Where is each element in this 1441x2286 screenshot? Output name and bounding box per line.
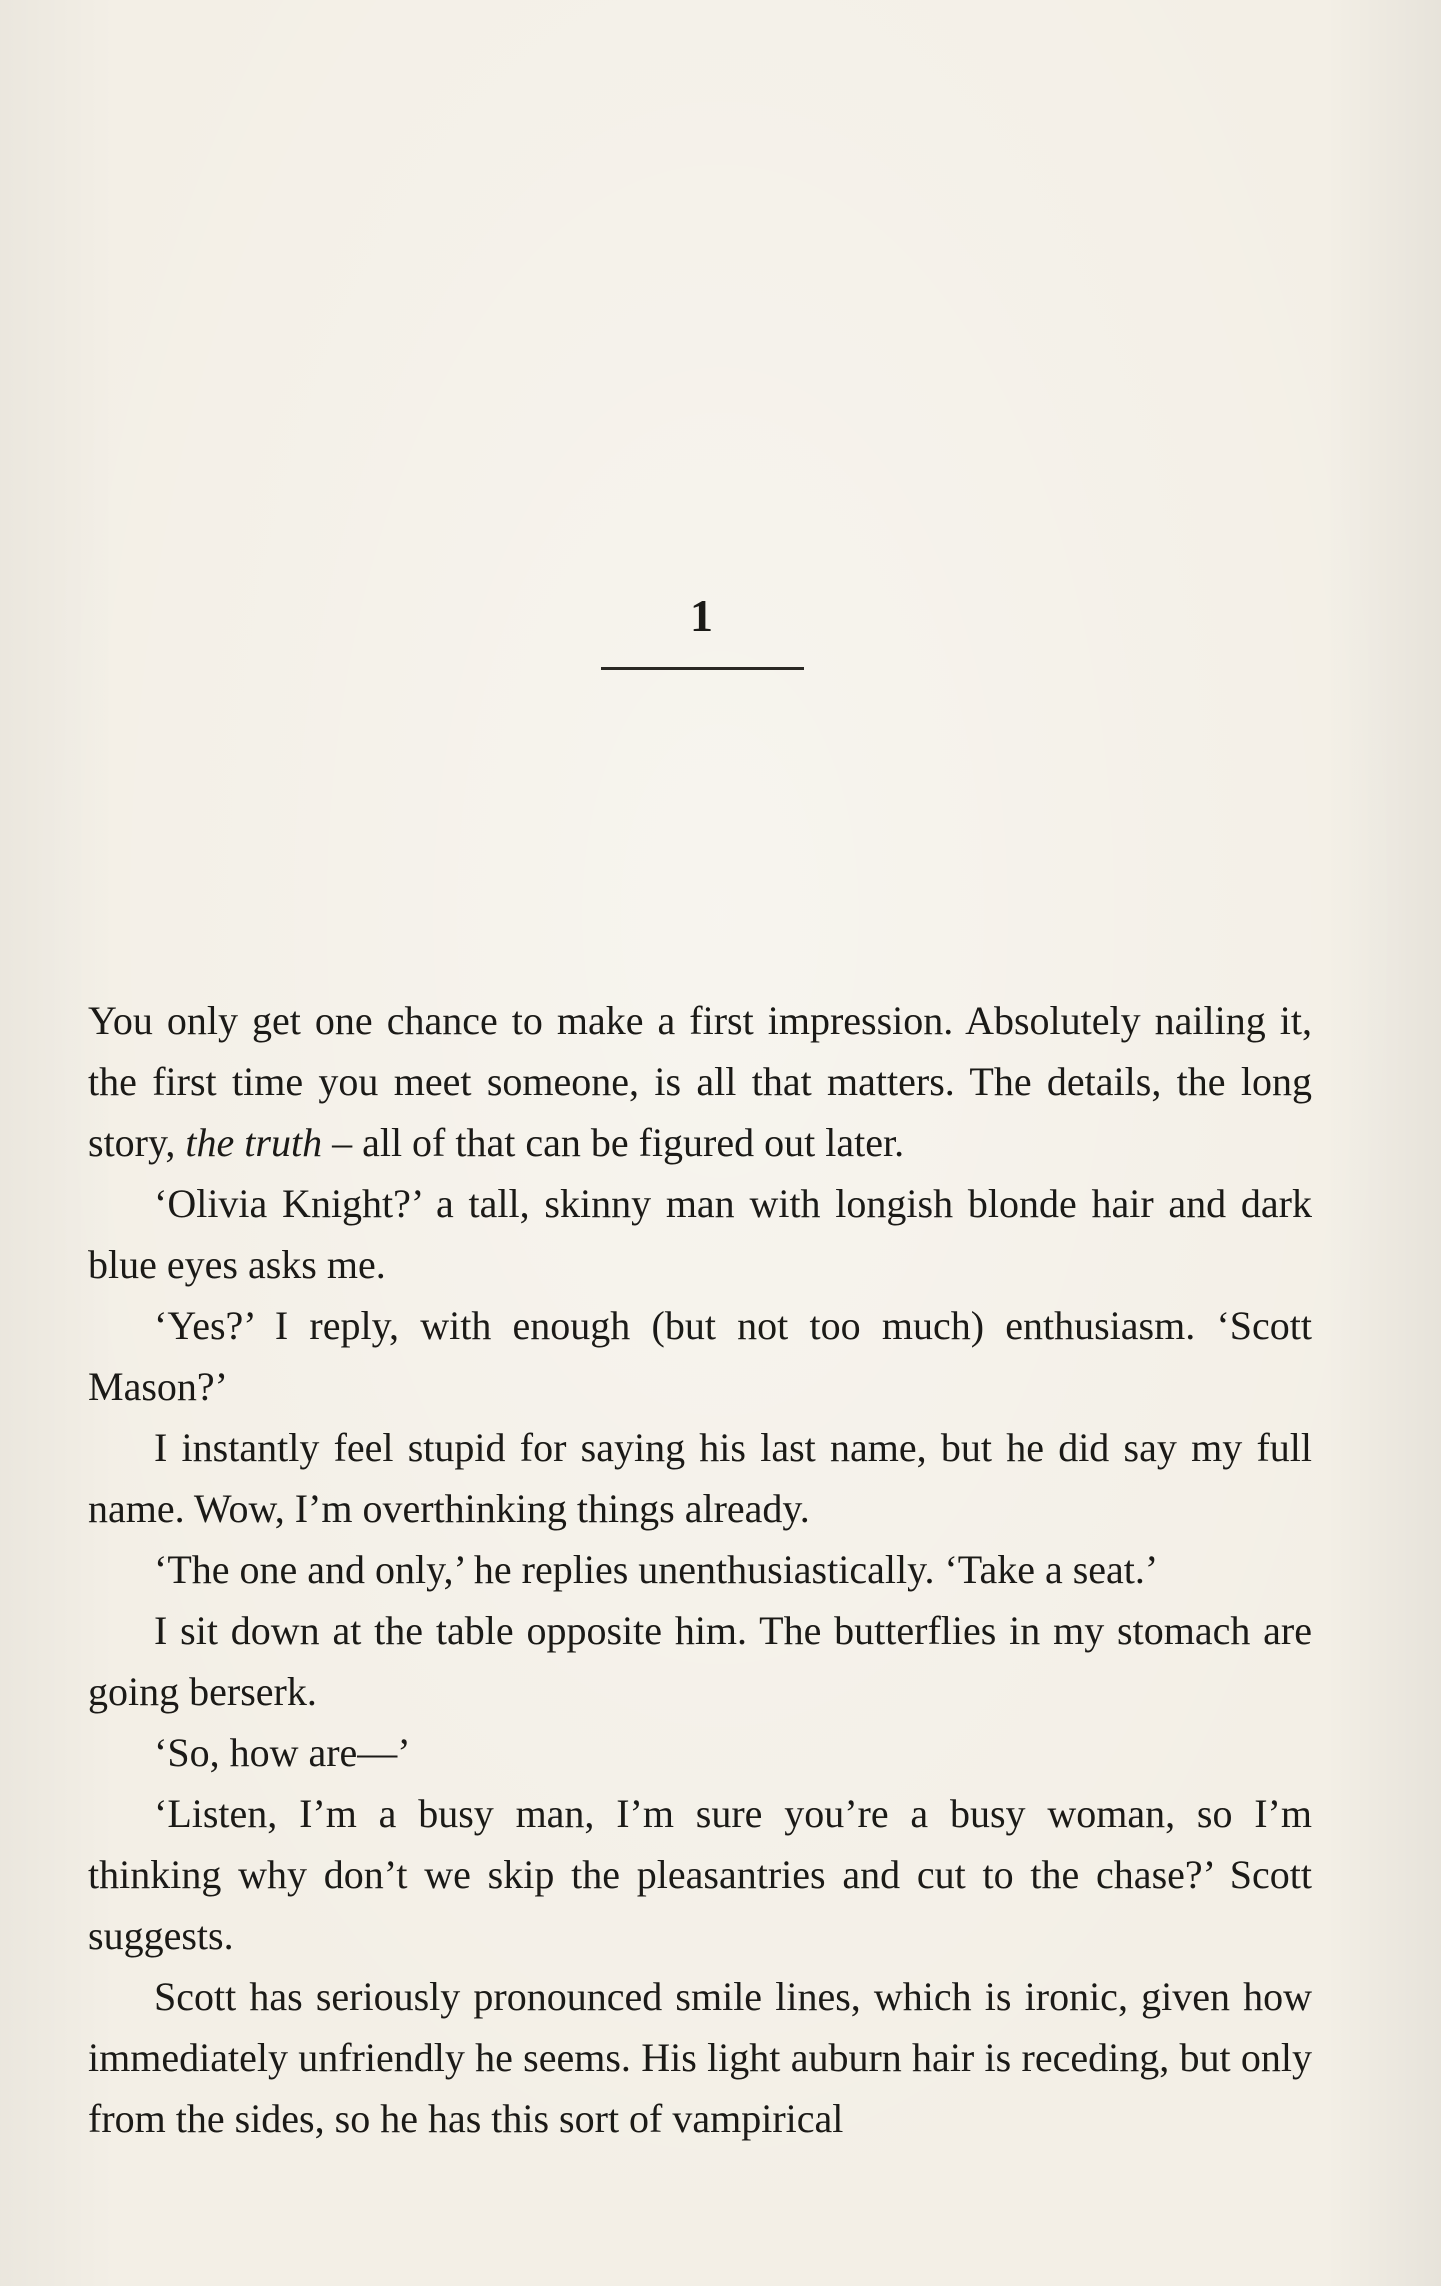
paragraph-7: ‘So, how are—’ xyxy=(154,1730,411,1775)
paragraph-1-text-start: You only get one chance to make a first impression. Absolutely nailing it, the first time you meet someone, is all that matters. The details, the long story, xyxy=(88,998,1312,1165)
paragraph-5: ‘The one and only,’ he replies unenthusiastically. ‘Take a seat.’ xyxy=(154,1547,1159,1592)
paragraph-2: ‘Olivia Knight?’ a tall, skinny man with longish blonde hair and dark blue eyes asks me. xyxy=(88,1181,1312,1287)
paragraph-1 xyxy=(88,990,1312,1173)
paragraph-9: Scott has seriously pronounced smile lines, which is ironic, given how immediately unfriendly he seems. His light auburn hair is receding, but only from the sides, so he has this sort of vampirical xyxy=(88,1974,1312,2141)
chapter-number: 1 xyxy=(690,590,713,641)
paragraph-6: I sit down at the table opposite him. The butterflies in my stomach are going berserk. xyxy=(88,1608,1312,1714)
paragraph-8: ‘Listen, I’m a busy man, I’m sure you’re a busy woman, so I’m thinking why don’t we skip the pleasantries and cut to the chase?’ Scott suggests. xyxy=(88,1791,1312,1958)
chapter-body xyxy=(88,990,1312,2149)
chapter-rule xyxy=(601,667,804,670)
paragraph-4: I instantly feel stupid for saying his last name, but he did say my full name. Wow, I’m overthinking things already. xyxy=(88,1425,1312,1531)
paragraph-1-text-end: – all of that can be figured out later. xyxy=(322,1120,905,1165)
paragraph-1-emphasis: the truth xyxy=(185,1120,323,1165)
paragraph-3: ‘Yes?’ I reply, with enough (but not too much) enthusiasm. ‘Scott Mason?’ xyxy=(88,1303,1312,1409)
